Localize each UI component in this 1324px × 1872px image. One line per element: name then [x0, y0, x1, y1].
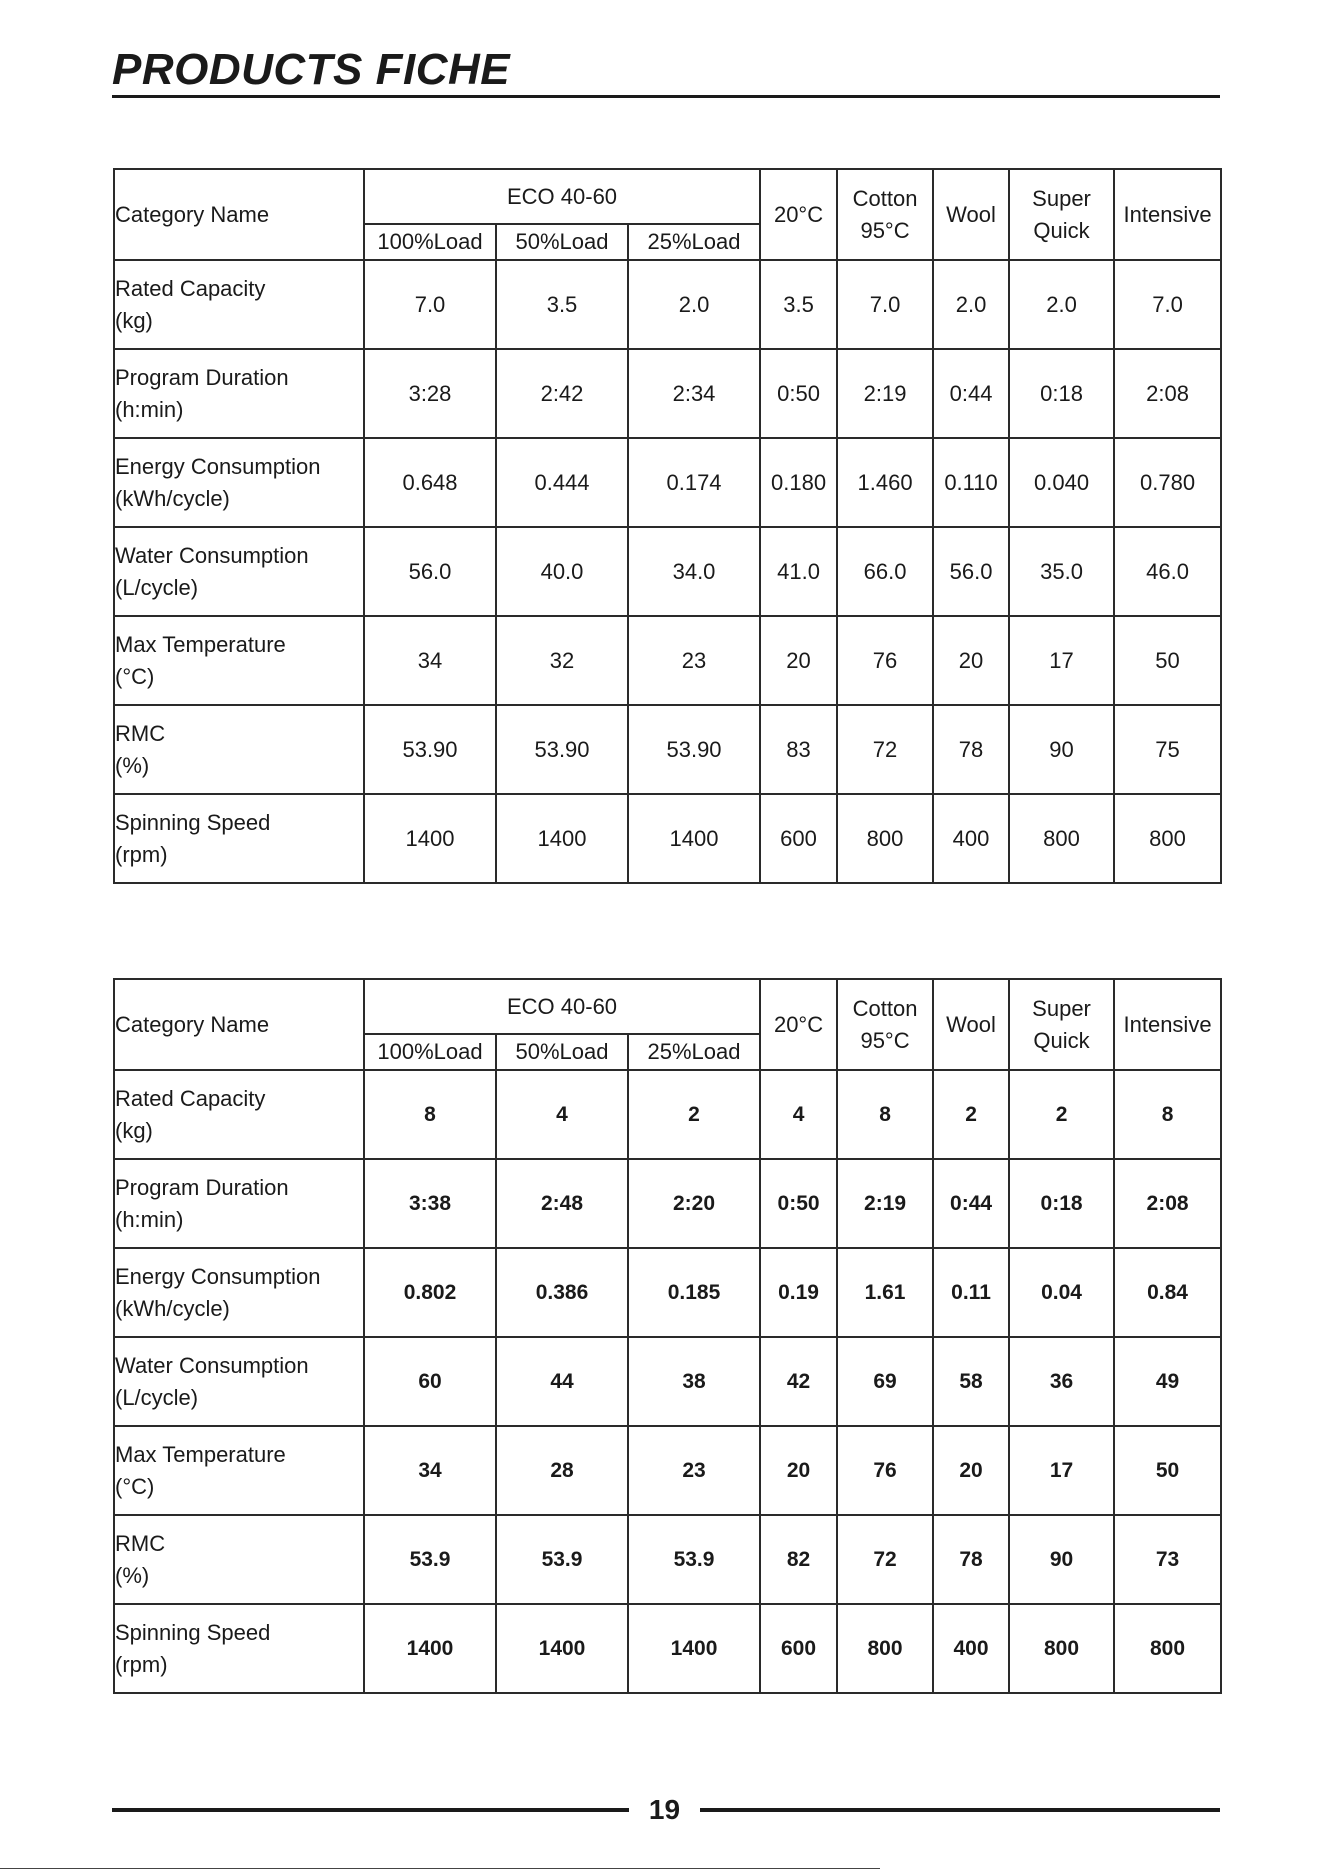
- row-label-line1: Max Temperature: [115, 631, 286, 657]
- rmc-cotton-95c-value: 72: [837, 705, 933, 794]
- row-label-line2: (%): [115, 752, 150, 778]
- energy-consumption-intensive-value: 0.84: [1114, 1248, 1221, 1337]
- spinning-speed-eco-25-load-value: 1400: [628, 1604, 760, 1693]
- rated-capacity-super-quick-value: 2.0: [1009, 260, 1114, 349]
- rated-capacity-eco-25-load-value: 2: [628, 1070, 760, 1159]
- rated-capacity-program-20c-value: 4: [760, 1070, 837, 1159]
- program-duration-eco-50-load-value: 2:42: [496, 349, 628, 438]
- max-temperature-eco-100-load-value: 34: [364, 1426, 496, 1515]
- row-label-line2: (h:min): [115, 396, 184, 422]
- cotton-label-line2: 95°C: [860, 1027, 910, 1053]
- row-label-line1: RMC: [115, 720, 166, 746]
- cotton-label-line1: Cotton: [852, 995, 918, 1021]
- energy-consumption-label: [114, 438, 364, 527]
- intensive-label: Intensive: [1123, 1011, 1212, 1037]
- rated-capacity-program-20c-value: 3.5: [760, 260, 837, 349]
- spinning-speed-row: [114, 1604, 1221, 1693]
- super-quick-label-line2: Quick: [1033, 1027, 1090, 1053]
- water-consumption-intensive-value: 49: [1114, 1337, 1221, 1426]
- spinning-speed-cotton-95c-value: 800: [837, 794, 933, 883]
- row-label-line2: (L/cycle): [115, 574, 199, 600]
- program-super-quick-header: [1009, 169, 1114, 260]
- rated-capacity-eco-100-load-value: 7.0: [364, 260, 496, 349]
- super-quick-label-line1: Super: [1032, 995, 1091, 1021]
- wool-label: Wool: [946, 201, 996, 227]
- rated-capacity-cotton-95c-value: 7.0: [837, 260, 933, 349]
- max-temperature-program-20c-value: 20: [760, 616, 837, 705]
- program-wool-header: [933, 169, 1009, 260]
- load-100-header: 100%Load: [364, 224, 496, 260]
- energy-consumption-row: [114, 1248, 1221, 1337]
- rated-capacity-wool-value: 2: [933, 1070, 1009, 1159]
- cotton-label-line2: 95°C: [860, 217, 910, 243]
- max-temperature-program-20c-value: 20: [760, 1426, 837, 1515]
- water-consumption-cotton-95c-value: 69: [837, 1337, 933, 1426]
- scan-edge-line: [0, 1868, 880, 1869]
- page-title: PRODUCTS FICHE: [112, 45, 511, 94]
- rmc-label: [114, 1515, 364, 1604]
- water-consumption-eco-50-load-value: 40.0: [496, 527, 628, 616]
- spinning-speed-label: [114, 1604, 364, 1693]
- max-temperature-row: [114, 1426, 1221, 1515]
- table1-body: [114, 260, 1221, 883]
- water-consumption-intensive-value: 46.0: [1114, 527, 1221, 616]
- rmc-intensive-value: 73: [1114, 1515, 1221, 1604]
- table2-body: [114, 1070, 1221, 1693]
- energy-consumption-wool-value: 0.11: [933, 1248, 1009, 1337]
- rmc-intensive-value: 75: [1114, 705, 1221, 794]
- spinning-speed-intensive-value: 800: [1114, 794, 1221, 883]
- rmc-wool-value: 78: [933, 705, 1009, 794]
- rated-capacity-wool-value: 2.0: [933, 260, 1009, 349]
- rated-capacity-label: [114, 260, 364, 349]
- rmc-program-20c-value: 82: [760, 1515, 837, 1604]
- spinning-speed-eco-50-load-value: 1400: [496, 1604, 628, 1693]
- rmc-program-20c-value: 83: [760, 705, 837, 794]
- rated-capacity-super-quick-value: 2: [1009, 1070, 1114, 1159]
- rmc-wool-value: 78: [933, 1515, 1009, 1604]
- energy-consumption-cotton-95c-value: 1.460: [837, 438, 933, 527]
- row-label-line1: Program Duration: [115, 364, 289, 390]
- water-consumption-eco-25-load-value: 38: [628, 1337, 760, 1426]
- title-underline: [112, 95, 1220, 98]
- water-consumption-cotton-95c-value: 66.0: [837, 527, 933, 616]
- rmc-row: [114, 705, 1221, 794]
- super-quick-label-line1: Super: [1032, 185, 1091, 211]
- water-consumption-super-quick-value: 36: [1009, 1337, 1114, 1426]
- rmc-label: [114, 705, 364, 794]
- footer-rule-left: [112, 1808, 629, 1812]
- program-wool-header: [933, 979, 1009, 1070]
- program-20c-label: 20°C: [773, 1011, 824, 1037]
- spinning-speed-cotton-95c-value: 800: [837, 1604, 933, 1693]
- row-label-line2: (kWh/cycle): [115, 1295, 230, 1321]
- row-label-line1: Rated Capacity: [115, 1085, 266, 1111]
- rmc-eco-25-load-value: 53.9: [628, 1515, 760, 1604]
- footer-rule-right: [700, 1808, 1220, 1812]
- max-temperature-eco-50-load-value: 32: [496, 616, 628, 705]
- spinning-speed-intensive-value: 800: [1114, 1604, 1221, 1693]
- energy-consumption-row: [114, 438, 1221, 527]
- program-duration-cotton-95c-value: 2:19: [837, 1159, 933, 1248]
- program-duration-row: [114, 349, 1221, 438]
- spinning-speed-super-quick-value: 800: [1009, 1604, 1114, 1693]
- energy-consumption-super-quick-value: 0.040: [1009, 438, 1114, 527]
- water-consumption-label: [114, 527, 364, 616]
- program-duration-row: [114, 1159, 1221, 1248]
- program-duration-wool-value: 0:44: [933, 349, 1009, 438]
- energy-consumption-intensive-value: 0.780: [1114, 438, 1221, 527]
- eco-40-60-header: ECO 40-60: [364, 979, 760, 1034]
- water-consumption-program-20c-value: 42: [760, 1337, 837, 1426]
- row-label-line2: (kg): [115, 1117, 153, 1143]
- max-temperature-cotton-95c-value: 76: [837, 1426, 933, 1515]
- program-duration-program-20c-value: 0:50: [760, 349, 837, 438]
- rmc-cotton-95c-value: 72: [837, 1515, 933, 1604]
- max-temperature-eco-50-load-value: 28: [496, 1426, 628, 1515]
- max-temperature-intensive-value: 50: [1114, 616, 1221, 705]
- water-consumption-row: [114, 1337, 1221, 1426]
- row-label-line1: Energy Consumption: [115, 453, 321, 479]
- water-consumption-label: [114, 1337, 364, 1426]
- rated-capacity-label: [114, 1070, 364, 1159]
- energy-consumption-eco-50-load-value: 0.444: [496, 438, 628, 527]
- energy-consumption-wool-value: 0.110: [933, 438, 1009, 527]
- max-temperature-label: [114, 616, 364, 705]
- rated-capacity-eco-25-load-value: 2.0: [628, 260, 760, 349]
- max-temperature-cotton-95c-value: 76: [837, 616, 933, 705]
- program-duration-eco-25-load-value: 2:20: [628, 1159, 760, 1248]
- spinning-speed-program-20c-value: 600: [760, 794, 837, 883]
- program-duration-intensive-value: 2:08: [1114, 1159, 1221, 1248]
- program-intensive-header: [1114, 169, 1221, 260]
- program-duration-program-20c-value: 0:50: [760, 1159, 837, 1248]
- water-consumption-eco-50-load-value: 44: [496, 1337, 628, 1426]
- row-label-line1: Spinning Speed: [115, 1619, 271, 1645]
- rmc-super-quick-value: 90: [1009, 705, 1114, 794]
- rated-capacity-eco-50-load-value: 4: [496, 1070, 628, 1159]
- max-temperature-super-quick-value: 17: [1009, 616, 1114, 705]
- rated-capacity-eco-50-load-value: 3.5: [496, 260, 628, 349]
- category-name-header: Category Name: [114, 169, 364, 260]
- row-label-line1: Program Duration: [115, 1174, 289, 1200]
- spinning-speed-program-20c-value: 600: [760, 1604, 837, 1693]
- row-label-line2: (kg): [115, 307, 153, 333]
- rated-capacity-row: [114, 260, 1221, 349]
- max-temperature-label: [114, 1426, 364, 1515]
- max-temperature-row: [114, 616, 1221, 705]
- product-fiche-table-8kg: [113, 978, 1222, 1694]
- page-number: 19: [648, 1794, 681, 1825]
- max-temperature-eco-100-load-value: 34: [364, 616, 496, 705]
- program-intensive-header: [1114, 979, 1221, 1070]
- spinning-speed-eco-25-load-value: 1400: [628, 794, 760, 883]
- program-20c-label: 20°C: [773, 201, 824, 227]
- water-consumption-row: [114, 527, 1221, 616]
- rated-capacity-cotton-95c-value: 8: [837, 1070, 933, 1159]
- rmc-eco-100-load-value: 53.90: [364, 705, 496, 794]
- row-label-line2: (rpm): [115, 1651, 168, 1677]
- row-label-line1: Water Consumption: [115, 542, 309, 568]
- max-temperature-wool-value: 20: [933, 616, 1009, 705]
- row-label-line1: Spinning Speed: [115, 809, 271, 835]
- wool-label: Wool: [946, 1011, 996, 1037]
- rmc-eco-100-load-value: 53.9: [364, 1515, 496, 1604]
- rmc-super-quick-value: 90: [1009, 1515, 1114, 1604]
- spinning-speed-row: [114, 794, 1221, 883]
- energy-consumption-program-20c-value: 0.19: [760, 1248, 837, 1337]
- max-temperature-eco-25-load-value: 23: [628, 1426, 760, 1515]
- program-duration-eco-25-load-value: 2:34: [628, 349, 760, 438]
- water-consumption-super-quick-value: 35.0: [1009, 527, 1114, 616]
- program-20c-header: [760, 979, 837, 1070]
- row-label-line2: (°C): [115, 1473, 155, 1499]
- spinning-speed-wool-value: 400: [933, 794, 1009, 883]
- cotton-label-line1: Cotton: [852, 185, 918, 211]
- row-label-line2: (%): [115, 1562, 150, 1588]
- program-duration-eco-100-load-value: 3:28: [364, 349, 496, 438]
- water-consumption-eco-100-load-value: 56.0: [364, 527, 496, 616]
- spinning-speed-label: [114, 794, 364, 883]
- energy-consumption-label: [114, 1248, 364, 1337]
- load-100-header: 100%Load: [364, 1034, 496, 1070]
- water-consumption-eco-100-load-value: 60: [364, 1337, 496, 1426]
- energy-consumption-super-quick-value: 0.04: [1009, 1248, 1114, 1337]
- load-25-header: 25%Load: [628, 224, 760, 260]
- row-label-line2: (L/cycle): [115, 1384, 199, 1410]
- program-duration-label: [114, 349, 364, 438]
- program-duration-intensive-value: 2:08: [1114, 349, 1221, 438]
- rmc-eco-50-load-value: 53.90: [496, 705, 628, 794]
- rmc-eco-50-load-value: 53.9: [496, 1515, 628, 1604]
- row-label-line2: (h:min): [115, 1206, 184, 1232]
- program-duration-super-quick-value: 0:18: [1009, 1159, 1114, 1248]
- water-consumption-wool-value: 58: [933, 1337, 1009, 1426]
- program-duration-cotton-95c-value: 2:19: [837, 349, 933, 438]
- max-temperature-eco-25-load-value: 23: [628, 616, 760, 705]
- row-label-line1: Max Temperature: [115, 1441, 286, 1467]
- spinning-speed-eco-100-load-value: 1400: [364, 1604, 496, 1693]
- intensive-label: Intensive: [1123, 201, 1212, 227]
- eco-40-60-header: ECO 40-60: [364, 169, 760, 224]
- water-consumption-eco-25-load-value: 34.0: [628, 527, 760, 616]
- product-fiche-table-7kg: [113, 168, 1222, 884]
- load-50-header: 50%Load: [496, 224, 628, 260]
- rated-capacity-row: [114, 1070, 1221, 1159]
- spinning-speed-wool-value: 400: [933, 1604, 1009, 1693]
- row-label-line2: (rpm): [115, 841, 168, 867]
- program-duration-label: [114, 1159, 364, 1248]
- energy-consumption-eco-50-load-value: 0.386: [496, 1248, 628, 1337]
- row-label-line2: (kWh/cycle): [115, 485, 230, 511]
- energy-consumption-cotton-95c-value: 1.61: [837, 1248, 933, 1337]
- energy-consumption-eco-25-load-value: 0.174: [628, 438, 760, 527]
- header-row: [114, 169, 1221, 224]
- program-duration-eco-100-load-value: 3:38: [364, 1159, 496, 1248]
- energy-consumption-eco-100-load-value: 0.802: [364, 1248, 496, 1337]
- load-25-header: 25%Load: [628, 1034, 760, 1070]
- load-50-header: 50%Load: [496, 1034, 628, 1070]
- spinning-speed-super-quick-value: 800: [1009, 794, 1114, 883]
- category-name-header: Category Name: [114, 979, 364, 1070]
- row-label-line2: (°C): [115, 663, 155, 689]
- rated-capacity-intensive-value: 8: [1114, 1070, 1221, 1159]
- program-duration-eco-50-load-value: 2:48: [496, 1159, 628, 1248]
- energy-consumption-eco-25-load-value: 0.185: [628, 1248, 760, 1337]
- water-consumption-wool-value: 56.0: [933, 527, 1009, 616]
- rmc-eco-25-load-value: 53.90: [628, 705, 760, 794]
- energy-consumption-program-20c-value: 0.180: [760, 438, 837, 527]
- max-temperature-super-quick-value: 17: [1009, 1426, 1114, 1515]
- row-label-line1: Water Consumption: [115, 1352, 309, 1378]
- program-20c-header: [760, 169, 837, 260]
- program-super-quick-header: [1009, 979, 1114, 1070]
- header-row: [114, 979, 1221, 1034]
- program-cotton-header: [837, 979, 933, 1070]
- program-cotton-header: [837, 169, 933, 260]
- row-label-line1: Energy Consumption: [115, 1263, 321, 1289]
- rated-capacity-intensive-value: 7.0: [1114, 260, 1221, 349]
- water-consumption-program-20c-value: 41.0: [760, 527, 837, 616]
- rmc-row: [114, 1515, 1221, 1604]
- spinning-speed-eco-50-load-value: 1400: [496, 794, 628, 883]
- energy-consumption-eco-100-load-value: 0.648: [364, 438, 496, 527]
- rated-capacity-eco-100-load-value: 8: [364, 1070, 496, 1159]
- row-label-line1: RMC: [115, 1530, 166, 1556]
- program-duration-wool-value: 0:44: [933, 1159, 1009, 1248]
- max-temperature-wool-value: 20: [933, 1426, 1009, 1515]
- program-duration-super-quick-value: 0:18: [1009, 349, 1114, 438]
- super-quick-label-line2: Quick: [1033, 217, 1090, 243]
- spinning-speed-eco-100-load-value: 1400: [364, 794, 496, 883]
- row-label-line1: Rated Capacity: [115, 275, 266, 301]
- max-temperature-intensive-value: 50: [1114, 1426, 1221, 1515]
